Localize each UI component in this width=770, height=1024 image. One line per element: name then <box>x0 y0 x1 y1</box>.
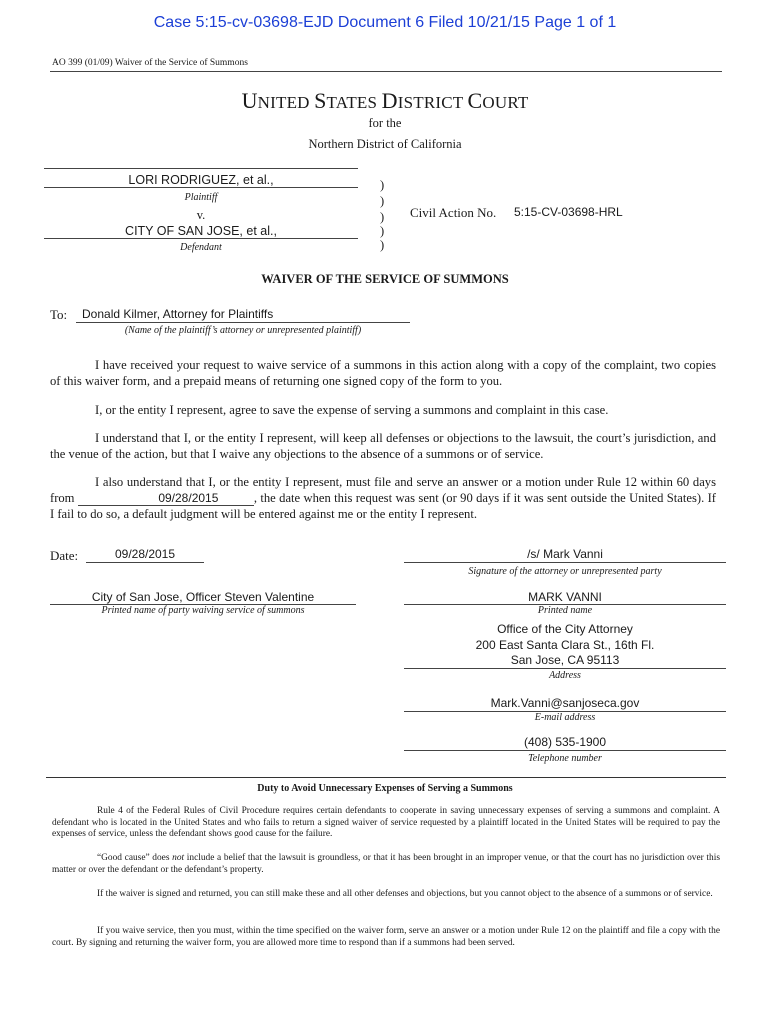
request-sent-date: 09/28/2015 <box>78 492 254 506</box>
to-recipient: Donald Kilmer, Attorney for Plaintiffs <box>82 307 274 321</box>
civil-action-label: Civil Action No. <box>410 205 497 220</box>
attorney-signature: /s/ Mark Vanni <box>527 547 603 561</box>
email-label: E-mail address <box>534 712 596 723</box>
waiving-party-label: Printed name of party waiving service of summons <box>101 605 305 616</box>
caption-paren: ) <box>380 210 385 224</box>
printed-name: MARK VANNI <box>528 590 602 604</box>
court-title: UNITED STATES DISTRICT COURT <box>241 88 529 113</box>
plaintiff-label: Plaintiff <box>184 192 218 203</box>
caption-paren: ) <box>380 224 385 238</box>
to-hint: (Name of the plaintiff’s attorney or unrepresented plaintiff) <box>124 325 362 336</box>
duty-paragraph-answer: If you waive service, then you must, within the time specified on the waiver form, serve an answer or a motion under Rule 12 on the plaintiff and file a copy with the court. By signing and returning the waiver form, you are allowed more time to respond than if a summons had been served. <box>52 926 720 948</box>
signature-label: Signature of the attorney or unrepresented party <box>468 566 662 577</box>
address-label: Address <box>549 670 581 681</box>
civil-action-number: 5:15-CV-03698-HRL <box>514 205 623 219</box>
ecf-filing-header: Case 5:15-cv-03698-EJD Document 6 Filed 10/21/15 Page 1 of 1 <box>153 14 617 31</box>
waiver-title: WAIVER OF THE SERVICE OF SUMMONS <box>261 272 509 286</box>
to-underline <box>76 322 410 323</box>
waiving-party-name: City of San Jose, Officer Steven Valentine <box>91 590 315 604</box>
telephone-number: (408) 535-1900 <box>523 735 607 749</box>
address-line-1: Office of the City Attorney <box>497 622 633 636</box>
caption-paren: ) <box>380 194 385 208</box>
caption-paren: ) <box>380 238 385 252</box>
paragraph-request-received: I have received your request to waive service of a summons in this action along with a copy of the complaint, two copies of this waiver form, and a prepaid means of returning one signed copy of the form to you. <box>50 358 716 388</box>
header-rule <box>50 71 722 72</box>
address-line-3: San Jose, CA 95113 <box>510 653 620 667</box>
paragraph-keep-defenses: I understand that I, or the entity I represent, will keep all defenses or objections to the lawsuit, the court’s jurisdiction, and the venue of the action, but that I waive any objections to the absence of a summons or of service. <box>50 431 716 461</box>
duty-paragraph-defenses: If the waiver is signed and returned, you can still make these and all other defenses and objections, but you cannot object to the absence of a summons or of service. <box>97 889 713 899</box>
caption-top-rule <box>44 168 358 169</box>
form-identifier: AO 399 (01/09) Waiver of the Service of Summons <box>52 58 248 68</box>
date-underline <box>86 562 204 563</box>
duty-section-rule <box>46 777 726 778</box>
paragraph-agree-save-expense: I, or the entity I represent, agree to save the expense of serving a summons and complaint in this case. <box>95 403 609 417</box>
duty-paragraph-rule4: Rule 4 of the Federal Rules of Civil Procedure requires certain defendants to cooperate in saving unnecessary expenses of serving a summons and complaint. A defendant who is located in the United States and who fails to return a signed waiver of service requested by a plaintiff located in the United States will be required to pay the expenses of service, unless the defendant shows good cause for the failure. <box>52 806 720 839</box>
printed-name-label: Printed name <box>537 605 593 616</box>
email-address: Mark.Vanni@sanjoseca.gov <box>490 696 640 710</box>
address-underline <box>404 668 726 669</box>
paragraph-answer-deadline: I also understand that I, or the entity I represent, must file and serve an answer or a motion under Rule 12 within 60 days from 09/28/2015 , the date when this request was sent (or 90 days if it was sent outside the United States). If I fail to do so, a default judgment will be entered against me or the entity I represent. <box>50 475 716 521</box>
caption-paren: ) <box>380 178 385 192</box>
signed-date: 09/28/2015 <box>114 547 176 561</box>
address-line-2: 200 East Santa Clara St., 16th Fl. <box>475 638 655 652</box>
telephone-label: Telephone number <box>528 753 602 764</box>
plaintiff-underline <box>44 187 358 188</box>
to-label: To: <box>50 307 68 322</box>
court-district: Northern District of California <box>308 137 462 151</box>
duty-paragraph-good-cause: “Good cause” does not include a belief that the lawsuit is groundless, or that it has been brought in an improper venue, or that the court has no jurisdiction over this matter or over the defendant or the defendant’s property. <box>52 853 720 875</box>
signature-underline <box>404 562 726 563</box>
defendant-label: Defendant <box>180 242 222 253</box>
date-label: Date: <box>50 548 79 563</box>
defendant-name: CITY OF SAN JOSE, et al., <box>125 224 277 238</box>
duty-title: Duty to Avoid Unnecessary Expenses of Serving a Summons <box>257 783 513 794</box>
versus-label: v. <box>196 208 206 222</box>
defendant-underline <box>44 238 358 239</box>
plaintiff-name: LORI RODRIGUEZ, et al., <box>128 173 274 187</box>
telephone-underline <box>404 750 726 751</box>
for-the-label: for the <box>368 116 402 130</box>
